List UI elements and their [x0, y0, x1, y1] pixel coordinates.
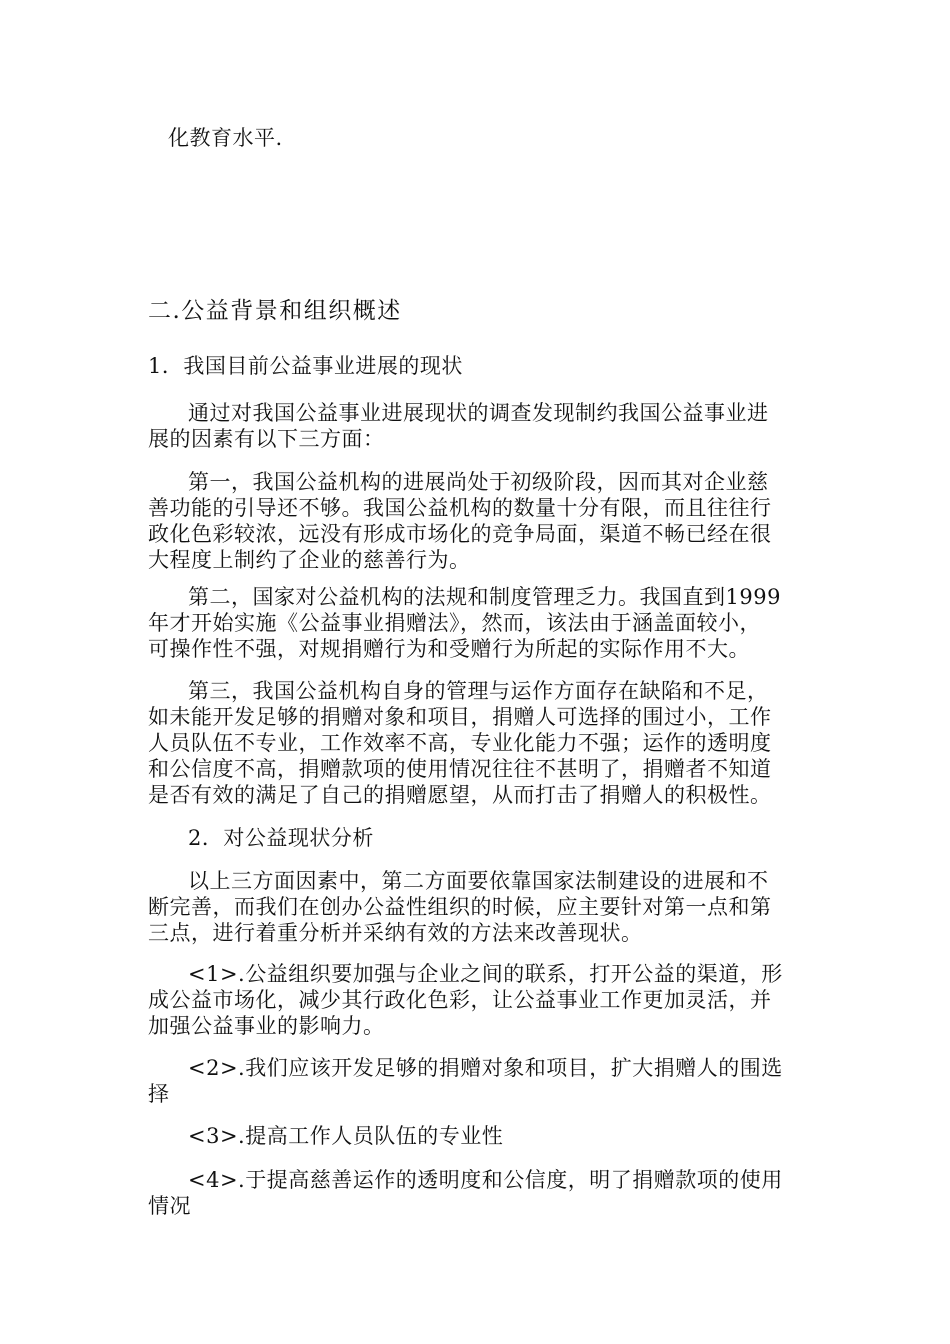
text-line: 以上三方面因素中，第二方面要依靠国家法制建设的进展和不 — [188, 869, 769, 893]
text-line: 和公信度不高，捐赠款项的使用情况往往不甚明了，捐赠者不知道 — [148, 757, 772, 781]
text-line: 人员队伍不专业，工作效率不高，专业化能力不强；运作的透明度 — [148, 731, 772, 755]
text-line: 情况 — [148, 1194, 191, 1218]
text-line: 第三，我国公益机构自身的管理与运作方面存在缺陷和不足， — [188, 679, 769, 703]
subsection-heading: 2．对公益现状分析 — [188, 826, 374, 850]
text-line: 展的因素有以下三方面： — [148, 427, 385, 451]
text-line: 第二，国家对公益机构的法规和制度管理乏力。我国直到1999 — [188, 585, 781, 609]
text-line: 加强公益事业的影响力。 — [148, 1014, 385, 1038]
list-item: <1>.公益组织要加强与企业之间的联系，打开公益的渠道，形 — [188, 962, 783, 986]
text-line: 通过对我国公益事业进展现状的调查发现制约我国公益事业进 — [188, 401, 769, 425]
text-line: 化教育水平. — [168, 126, 283, 150]
text-line: 是否有效的满足了自己的捐赠愿望，从而打击了捐赠人的积极性。 — [148, 783, 772, 807]
list-item: <4>.于提高慈善运作的透明度和公信度，明了捐赠款项的使用 — [188, 1168, 783, 1192]
text-line: 大程度上制约了企业的慈善行为。 — [148, 548, 471, 572]
list-item: <3>.提高工作人员队伍的专业性 — [188, 1124, 504, 1148]
text-line: 政化色彩较浓，远没有形成市场化的竞争局面，渠道不畅已经在很 — [148, 522, 772, 546]
subsection-heading: 1．我国目前公益事业进展的现状 — [148, 354, 463, 378]
text-line: 三点，进行着重分析并采纳有效的方法来改善现状。 — [148, 921, 643, 945]
text-line: 年才开始实施《公益事业捐赠法》，然而，该法由于涵盖面较小， — [148, 611, 761, 635]
text-line: 可操作性不强，对规捐赠行为和受赠行为所起的实际作用不大。 — [148, 637, 750, 661]
text-line: 断完善，而我们在创办公益性组织的时候，应主要针对第一点和第 — [148, 895, 772, 919]
text-line: 第一，我国公益机构的进展尚处于初级阶段，因而其对企业慈 — [188, 470, 769, 494]
list-item: <2>.我们应该开发足够的捐赠对象和项目，扩大捐赠人的围选 — [188, 1056, 783, 1080]
text-line: 善功能的引导还不够。我国公益机构的数量十分有限，而且往往行 — [148, 496, 772, 520]
text-line: 择 — [148, 1082, 170, 1106]
section-heading: 二.公益背景和组织概述 — [148, 298, 402, 324]
text-line: 成公益市场化，减少其行政化色彩，让公益事业工作更加灵活，并 — [148, 988, 772, 1012]
text-line: 如未能开发足够的捐赠对象和项目，捐赠人可选择的围过小，工作 — [148, 705, 772, 729]
